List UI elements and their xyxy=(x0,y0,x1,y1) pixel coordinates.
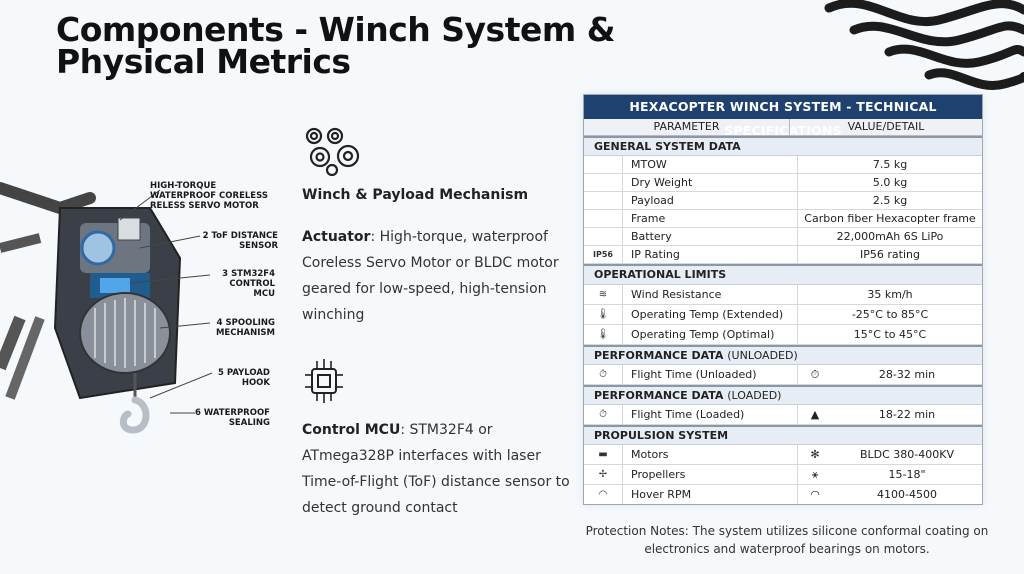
wind-icon: ≋ xyxy=(584,285,623,304)
weight-icon: ▲ xyxy=(810,408,820,421)
col-parameter: PARAMETER xyxy=(584,119,790,135)
thermometer-icon: 🌡 xyxy=(584,305,623,324)
spec-table-header xyxy=(584,119,982,136)
col-value: VALUE/DETAIL xyxy=(847,120,925,133)
group-operational: OPERATIONAL LIMITS xyxy=(584,264,982,285)
ip56-icon: IP56 xyxy=(584,246,623,263)
motor-icon: ▬ xyxy=(584,445,623,464)
table-row: IP56 IP Rating IP56 rating xyxy=(584,246,982,264)
label-servo-motor: HIGH-TORQUE WATERPROOF CORELESS RELESS SERVO MOTOR xyxy=(150,181,268,211)
table-row: Dry Weight 5.0 kg xyxy=(584,174,982,192)
thermometer-icon: 🌡 xyxy=(584,325,623,344)
page-title xyxy=(56,10,616,81)
table-row: 🌡 Operating Temp (Extended) -25°C to 85°C xyxy=(584,305,982,325)
table-row: ⏱ Flight Time (Unloaded) ⏱ 28-32 min xyxy=(584,365,982,385)
gears-icon xyxy=(302,124,364,180)
label-sealing: 6 WATERPROOF SEALING xyxy=(195,408,270,428)
propeller-icon: ⚹ xyxy=(811,468,819,481)
section-heading-winch: Winch & Payload Mechanism xyxy=(302,187,529,203)
group-perf-loaded: PERFORMANCE DATA (LOADED) xyxy=(584,385,982,405)
table-row: Frame Carbon fiber Hexacopter frame xyxy=(584,210,982,228)
spec-table xyxy=(583,94,983,505)
table-row: 🌡 Operating Temp (Optimal) 15°C to 45°C xyxy=(584,325,982,345)
spec-table-title: HEXACOPTER WINCH SYSTEM - TECHNICAL SPECIFICATIONS xyxy=(584,95,982,119)
propeller-icon: ✢ xyxy=(584,465,623,484)
table-row: MTOW 7.5 kg xyxy=(584,156,982,174)
label-tof-sensor: 2 ToF DISTANCE SENSOR xyxy=(202,231,278,251)
gauge-icon: ◠ xyxy=(810,488,820,501)
table-row: ⏱ Flight Time (Loaded) ▲ 18-22 min xyxy=(584,405,982,425)
label-payload-hook: 5 PAYLOAD HOOK xyxy=(217,368,270,388)
group-propulsion: PROPULSION SYSTEM xyxy=(584,425,982,445)
table-row: Payload 2.5 kg xyxy=(584,192,982,210)
label-mcu: 3 STM32F4 CONTROL MCU xyxy=(222,269,275,299)
group-perf-unloaded: PERFORMANCE DATA (UNLOADED) xyxy=(584,345,982,365)
table-row: ▬ Motors ✻ BLDC 380-400KV xyxy=(584,445,982,465)
group-general: GENERAL SYSTEM DATA xyxy=(584,136,982,156)
winch-illustration xyxy=(0,168,278,468)
table-row: ≋ Wind Resistance 35 km/h xyxy=(584,285,982,305)
table-row: ◠ Hover RPM ◠ 4100-4500 xyxy=(584,485,982,504)
actuator-description: Actuator: High-torque, waterproof Coreless Servo Motor or BLDC motor geared for low-speed, high-tension winching xyxy=(302,229,559,323)
stopwatch-icon: ⏱ xyxy=(810,368,820,381)
stopwatch-icon: ⏱ xyxy=(584,405,623,424)
protection-note: Protection Notes: The system utilizes silicone conformal coating on electronics and waterproof bearings on motors. xyxy=(585,524,989,556)
title-line-1: Components - Winch System & xyxy=(56,10,616,49)
control-mcu-description: Control MCU: STM32F4 or ATmega328P interfaces with laser Time-of-Flight (ToF) distance sensor to detect ground contact xyxy=(302,422,570,516)
gauge-icon: ◠ xyxy=(584,485,623,504)
stopwatch-icon: ⏱ xyxy=(584,365,623,384)
chip-icon xyxy=(302,357,346,409)
table-row: Battery 22,000mAh 6S LiPo xyxy=(584,228,982,246)
title-line-2: Physical Metrics xyxy=(56,42,351,81)
fan-icon: ✻ xyxy=(810,448,820,461)
label-spooling: 4 SPOOLING MECHANISM xyxy=(215,318,275,338)
table-row: ✢ Propellers ⚹ 15-18" xyxy=(584,465,982,485)
decorative-waves xyxy=(799,0,1024,105)
